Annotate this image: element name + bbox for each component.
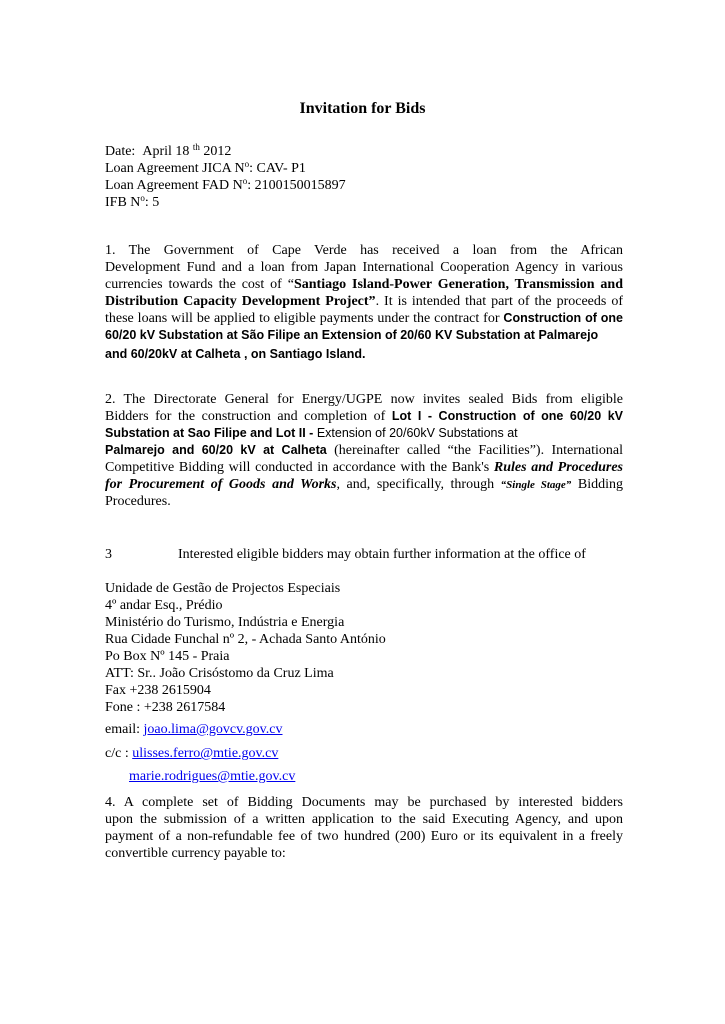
- ifb-value: : 5: [144, 195, 160, 210]
- project-name: Santiago Island-Power Generation, Transmission and: [293, 277, 623, 292]
- header-info: [105, 143, 623, 211]
- para2-text: , and, specifically, through: [336, 477, 501, 492]
- ifb-line: [105, 194, 623, 211]
- para2-text: Bidding: [571, 477, 623, 492]
- rules-title: Rules and Procedures: [493, 460, 623, 475]
- email-label: email:: [105, 722, 144, 737]
- para4-line: convertible currency payable to:: [105, 846, 286, 861]
- fad-label: Loan Agreement FAD N: [105, 178, 243, 193]
- jica-line: [105, 160, 623, 177]
- address-line: Fone : +238 2617584: [105, 700, 226, 715]
- address-line: ATT: Sr.. João Crisóstomo da Cruz Lima: [105, 666, 334, 681]
- address-line: Po Box Nº 145 - Praia: [105, 649, 230, 664]
- para2-line: [105, 459, 623, 476]
- para3-number: 3: [105, 547, 112, 562]
- address-line: Unidade de Gestão de Projectos Especiais: [105, 581, 341, 596]
- date-line: [105, 143, 623, 160]
- para2-line: [105, 425, 623, 442]
- para1-text: these loans will be applied to eligible payments under the contract for: [105, 311, 504, 326]
- para1-text: . It is intended that part of the proceeds of: [375, 294, 623, 309]
- paragraph-3: [105, 546, 623, 563]
- date-label: Date:: [105, 144, 136, 159]
- para2-line: [105, 408, 623, 425]
- para1-line: [105, 276, 623, 293]
- cc-label: c/c :: [105, 746, 133, 761]
- jica-value: : CAV- P1: [249, 161, 306, 176]
- ifb-sup: o: [140, 193, 145, 203]
- single-stage: “Single Stage”: [500, 479, 572, 491]
- lot-2-cont: Palmarejo and 60/20 kV at Calheta: [105, 443, 327, 457]
- para3-text: Interested eligible bidders may obtain further information at the office of: [178, 547, 586, 562]
- para1-line: 1. The Government of Cape Verde has received a loan from the African: [105, 243, 623, 258]
- cc-email-link[interactable]: ulisses.ferro@mtie.gov.cv: [132, 746, 279, 761]
- para2-text: Competitive Bidding will conducted in accordance with the Bank's: [105, 460, 494, 475]
- address-line: Rua Cidade Funchal nº 2, - Achada Santo António: [105, 632, 386, 647]
- contact-block: [105, 721, 623, 785]
- para2-line: 2. The Directorate General for Energy/UGPE now invites sealed Bids from eligible: [105, 392, 623, 407]
- jica-sup: o: [244, 159, 250, 169]
- lot-2: Extension of 20/60kV Substations at: [313, 426, 518, 440]
- ifb-label: IFB N: [105, 195, 141, 210]
- project-name-cont: Distribution Capacity Development Project”: [105, 294, 376, 309]
- fad-value: : 2100150015897: [247, 178, 346, 193]
- paragraph-1: [105, 242, 623, 365]
- para1-line: [105, 310, 623, 327]
- cc-line-2: [105, 768, 623, 785]
- fad-line: [105, 177, 623, 194]
- para2-line: [105, 476, 623, 493]
- cc-email-link-2[interactable]: marie.rodrigues@mtie.gov.cv: [129, 769, 296, 784]
- fad-sup: o: [242, 176, 248, 186]
- jica-label: Loan Agreement JICA N: [105, 161, 245, 176]
- para4-line: 4. A complete set of Bidding Documents may be purchased by interested bidders: [105, 795, 623, 810]
- address-line: 4º andar Esq., Prédio: [105, 598, 223, 613]
- para3-line: [105, 546, 623, 563]
- email-line: [105, 721, 623, 745]
- contract-name-cont: 60/20 kV Substation at São Filipe an Extension of 20/60 KV Substation at Palmarejo: [105, 328, 599, 342]
- para2-line: Procedures.: [105, 494, 171, 509]
- rules-title-cont: for Procurement of Goods and Works: [105, 477, 337, 492]
- para2-line: [105, 442, 623, 459]
- para2-text: (hereinafter called “the Facilities”). International: [326, 443, 623, 458]
- date-year: 2012: [199, 144, 232, 159]
- para4-line: upon the submission of a written application to the said Executing Agency, and upon: [105, 812, 623, 827]
- lot-1: Lot I - Construction of one 60/20 kV: [391, 409, 623, 423]
- date-value: April 18: [142, 144, 190, 159]
- address-line: Ministério do Turismo, Indústria e Energia: [105, 615, 345, 630]
- para1-text: currencies towards the cost of “: [105, 277, 294, 292]
- paragraph-2: [105, 391, 623, 510]
- para1-line: [105, 293, 623, 310]
- cc-line: [105, 745, 623, 768]
- contract-name-cont: and 60/20kV at Calheta , on Santiago Island.: [105, 347, 366, 361]
- lot-1-cont: Substation at Sao Filipe and Lot II -: [105, 426, 314, 440]
- paragraph-4: [105, 794, 623, 862]
- address-line: Fax +238 2615904: [105, 683, 211, 698]
- para2-text: Bidders for the construction and completion of: [105, 409, 392, 424]
- para4-line: payment of a non-refundable fee of two hundred (200) Euro or its equivalent in a freely: [105, 829, 623, 844]
- para1-line: Development Fund and a loan from Japan International Cooperation Agency in various: [105, 260, 623, 275]
- address-block: [105, 580, 623, 716]
- date-suffix: th: [192, 142, 200, 152]
- contract-name: Construction of one: [503, 311, 623, 325]
- page-title: Invitation for Bids: [299, 100, 426, 117]
- email-link[interactable]: joao.lima@govcv.gov.cv: [143, 722, 283, 737]
